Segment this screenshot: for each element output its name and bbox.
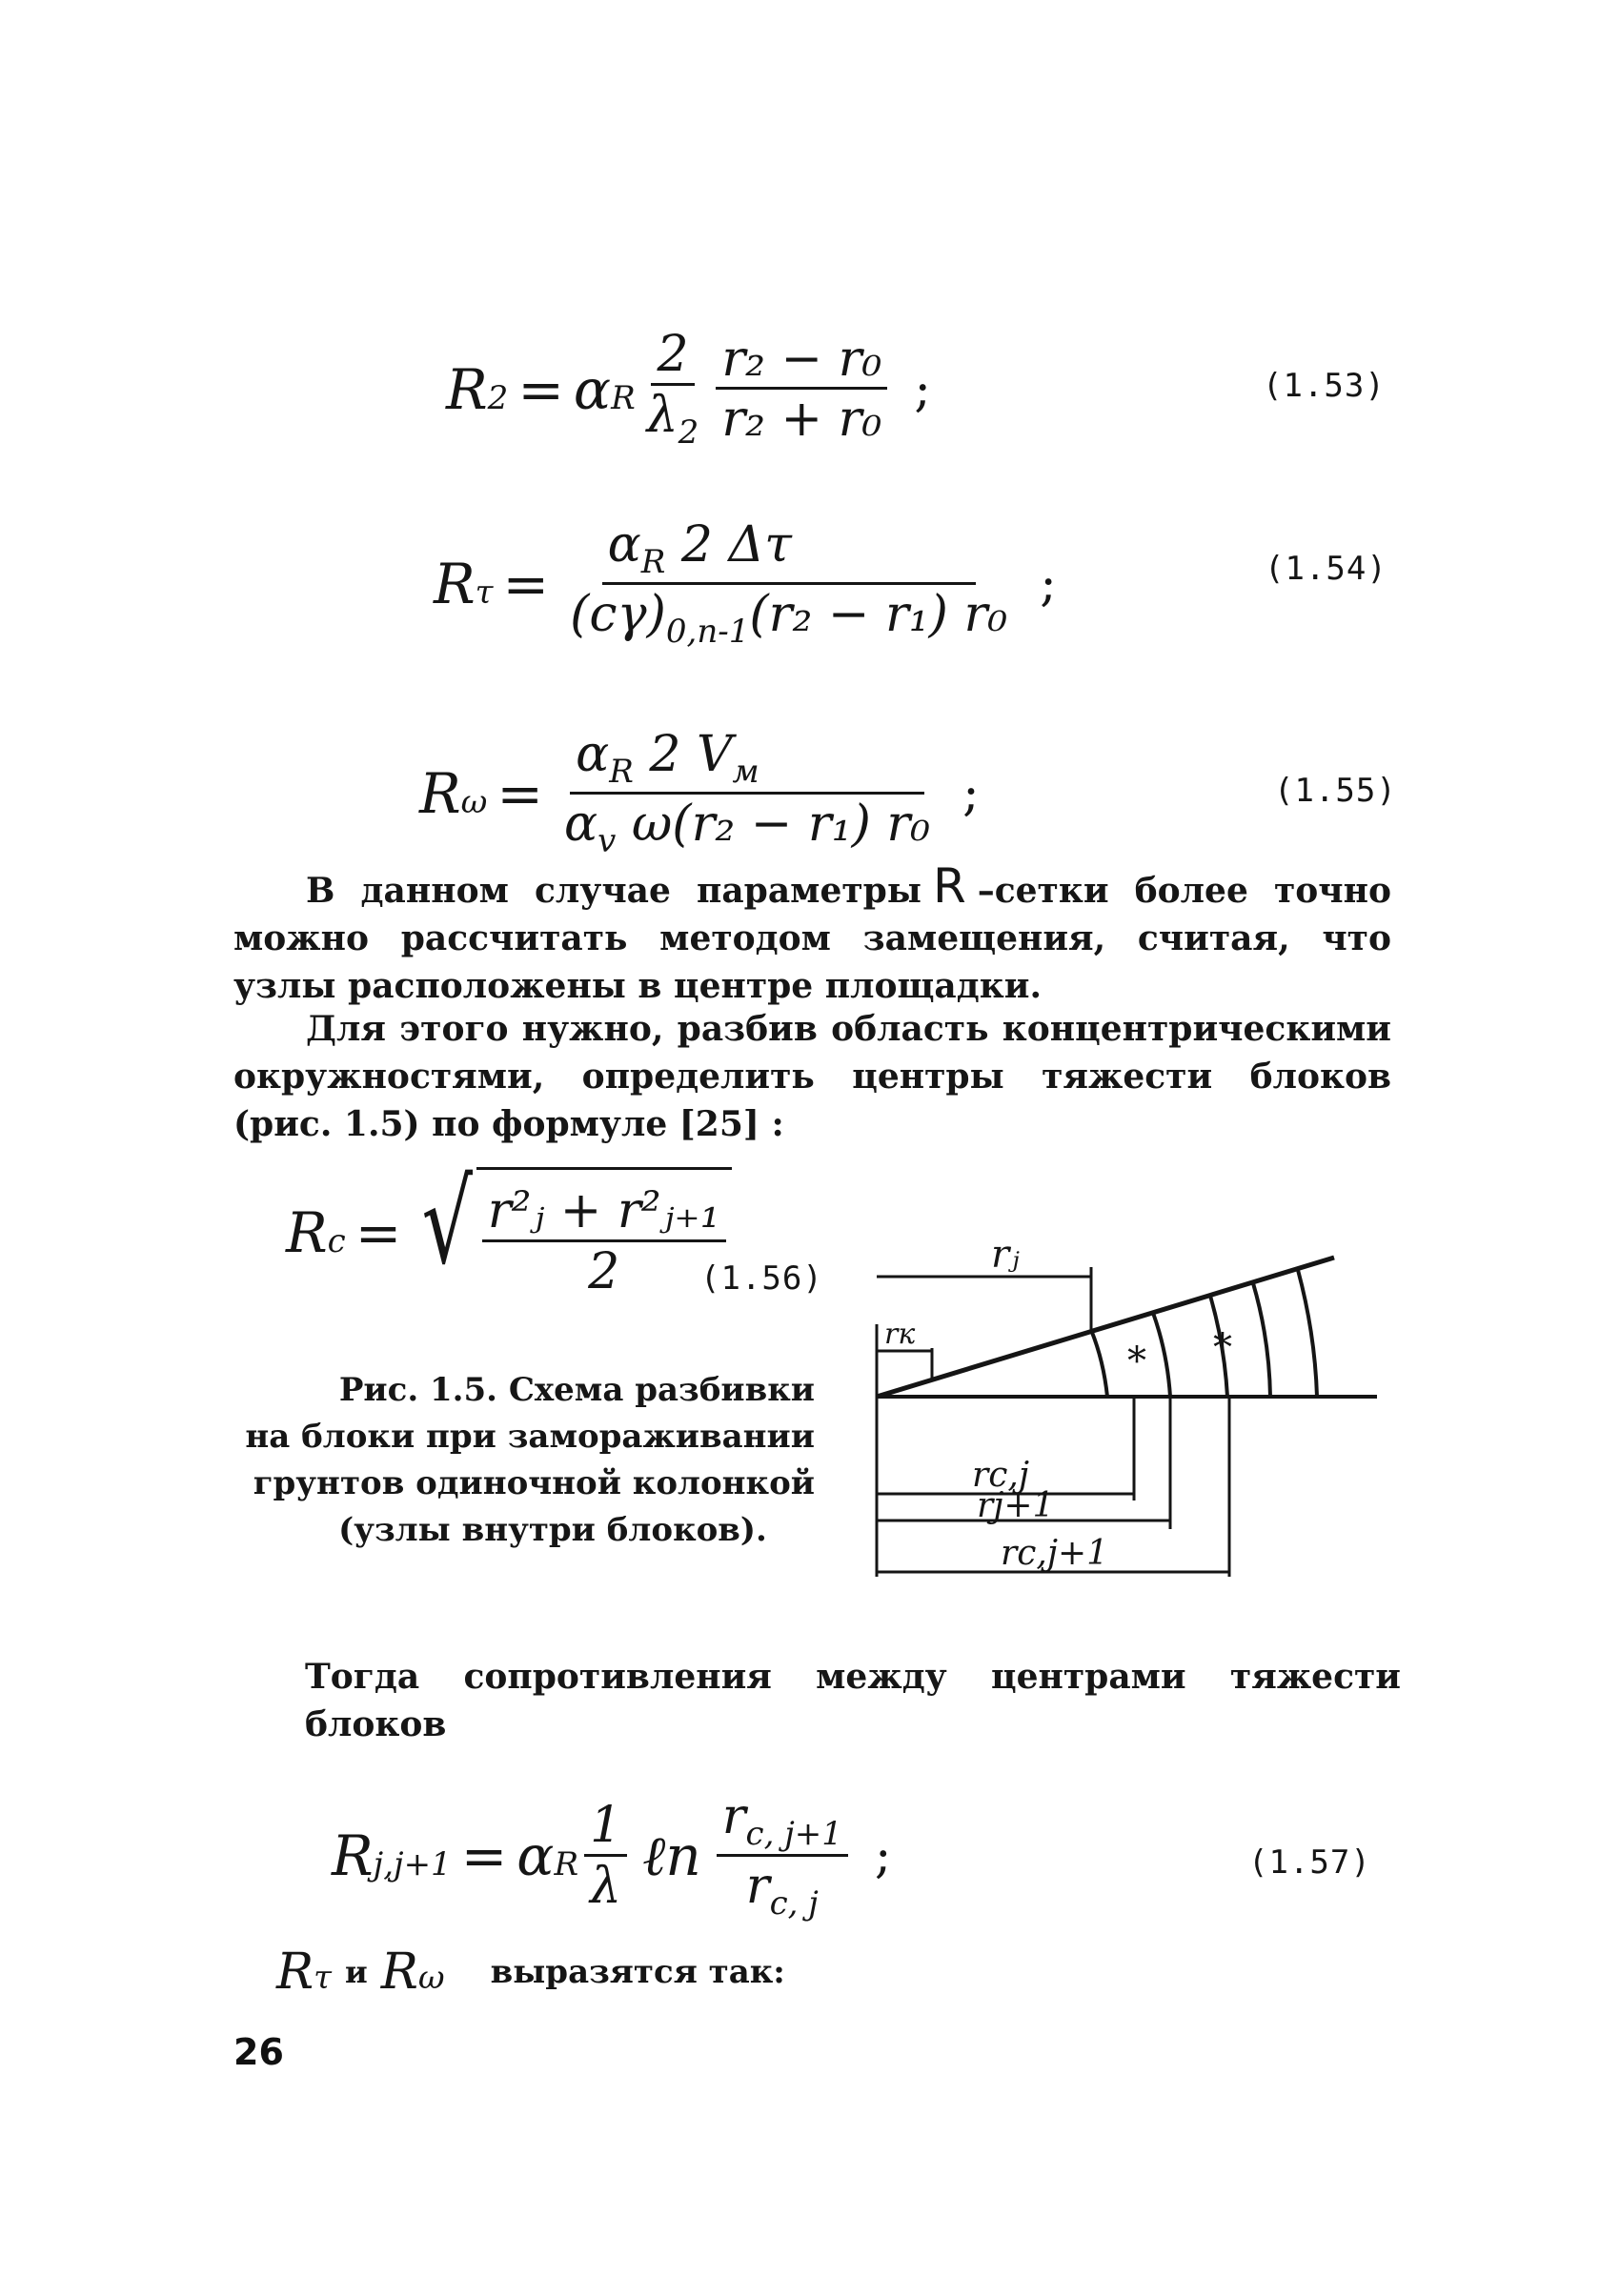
label-rj1: rj+1 bbox=[977, 1486, 1055, 1525]
equation-1-54: R τ = $\frac{\alpha_R 2 \Delta\tau}{(c\gamma)_{0,n-1}(r_2 - r_1) r_0}$ ; bbox=[434, 516, 1057, 651]
caption-line-4: (узлы внутри блоков). bbox=[338, 1511, 767, 1549]
caption-line-3: грунтов одиночной колонкой bbox=[253, 1464, 815, 1502]
caption-line-2: на блоки при замораживании bbox=[245, 1418, 815, 1456]
equation-1-57: R j,j+1 = α R $\frac{1}{\lambda}$ ℓn $\frac{r_{c, j+1}}{r_{c, j}}$ ; bbox=[332, 1788, 892, 1923]
caption-line-1: Рис. 1.5. Схема разбивки bbox=[338, 1371, 815, 1409]
equation-1-53: R 2 = α R $\frac{2}{\lambda_2}$ $\frac{\text{r₂ − r₀}}{\text{r₂ + r₀}}$ ; bbox=[446, 326, 931, 452]
arc-2 bbox=[1153, 1313, 1170, 1397]
arc-5 bbox=[1298, 1270, 1317, 1397]
block-division-diagram bbox=[858, 1210, 1391, 1601]
equation-1-56: R c = √ $\frac{\text{r²ⱼ + r²ⱼ₊₁}}{2}$ bbox=[286, 1167, 732, 1298]
equation-number-1-57: (1.57) bbox=[1248, 1843, 1371, 1882]
label-rcj: rc,j bbox=[972, 1456, 1029, 1495]
paragraph-3: Тогда сопротивления между центрами тяжести блоков bbox=[305, 1657, 1401, 1744]
label-rk: rк bbox=[884, 1318, 916, 1351]
equation-number-1-56: (1.56) bbox=[700, 1259, 823, 1298]
page-number: 26 bbox=[233, 2031, 284, 2073]
arc-4 bbox=[1253, 1283, 1270, 1397]
label-rj: rⱼ bbox=[991, 1233, 1020, 1277]
equation-number-1-54: (1.54) bbox=[1265, 550, 1387, 588]
figure-caption bbox=[214, 1367, 815, 1554]
equation-number-1-55: (1.55) bbox=[1274, 772, 1397, 810]
paragraph-1: В данном случае параметры R –сетки более точно можно рассчитать методом замещения, считая, что узлы расположены в центре площадки. bbox=[233, 858, 1391, 1006]
last-line: R τ и R ω выразятся так: bbox=[276, 1944, 785, 2001]
block-center-mark-1: * bbox=[1127, 1339, 1146, 1383]
equation-number-1-53: (1.53) bbox=[1263, 367, 1386, 405]
equation-1-55: R ω = $\frac{\alpha_R 2 V_м}{\alpha_v \omega(r_2 - r_1) r_0}$ ; bbox=[419, 726, 980, 860]
arc-1 bbox=[1091, 1330, 1107, 1397]
label-rcj1: rc,j+1 bbox=[1001, 1534, 1109, 1573]
block-center-mark-2: * bbox=[1213, 1326, 1232, 1370]
paragraph-2: Для этого нужно, разбив область концентрическими окружностями, определить центры тяжести блоков (рис. 1.5) по формуле [25] : bbox=[233, 1009, 1391, 1144]
